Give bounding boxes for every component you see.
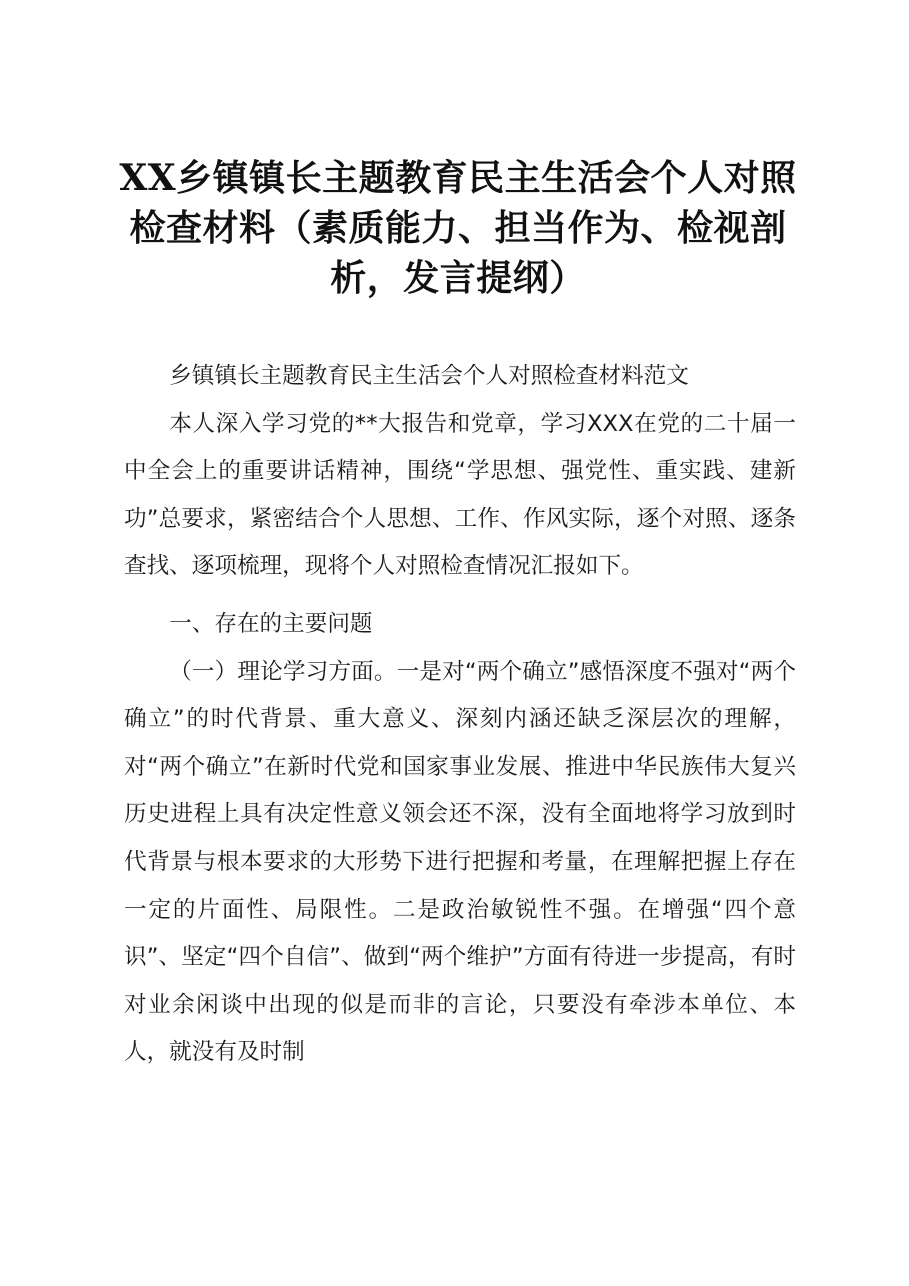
section-heading: 一、存在的主要问题 — [169, 610, 373, 637]
theory-study-paragraph: （一）理论学习方面。一是对“两个确立”感悟深度不强对“两个确立”的时代背景、重大意义、深刻内涵还缺乏深层次的理解，对“两个确立”在新时代党和国家事业发展、推进中华民族伟大复兴历史进程上具有决定性意义领会还不深，没有全面地将学习放到时代背景与根本要求的大形势下进行把握和考量，在理解把握上存在一定的片面性、局限性。二是政治敏锐性不强。在增强“四个意识”、坚定“四个自信”、做到“两个维护”方面有待进一步提高，有时对业余闲谈中出现的似是而非的言论，只要没有牵涉本单位、本人，就没有及时制 — [124, 658, 796, 1066]
document-title: XX乡镇镇长主题教育民主生活会个人对照检查材料（素质能力、担当作为、检视剖析，发言提纲） — [119, 157, 797, 299]
intro-paragraph: 本人深入学习党的**大报告和党章，学习XXX在党的二十届一中全会上的重要讲话精神，围绕“学思想、强党性、重实践、建新功”总要求，紧密结合个人思想、工作、作风实际，逐个对照、逐条查找、逐项梳理，现将个人对照检查情况汇报如下。 — [124, 410, 796, 580]
subtitle-paragraph: 乡镇镇长主题教育民主生活会个人对照检查材料范文 — [169, 363, 689, 389]
document-body — [124, 353, 796, 1077]
